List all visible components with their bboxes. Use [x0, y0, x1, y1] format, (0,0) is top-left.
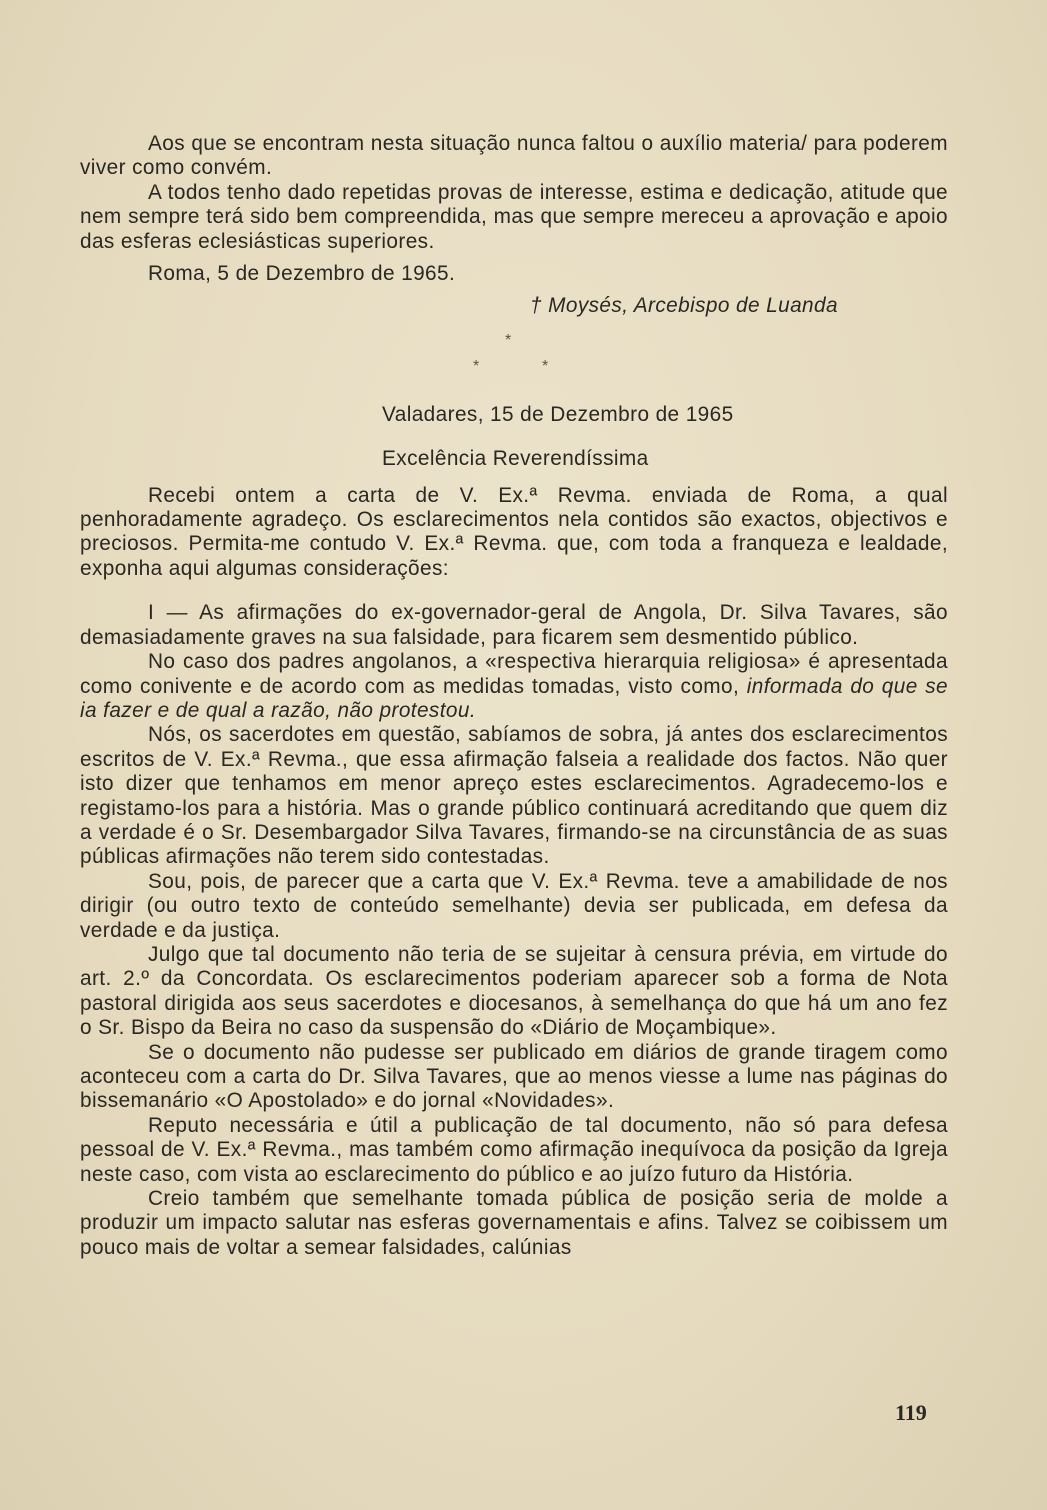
place-date-valadares: Valadares, 15 de Dezembro de 1965 [382, 402, 734, 426]
paragraph-angolan-priests-italic: informada do que se ia fazer e de qual a razão, não protestou. [80, 674, 948, 722]
page-text [80, 132, 948, 1260]
signature-moyses: † Moysés, Arcebispo de Luanda [530, 294, 838, 318]
page-number: 119 [895, 1400, 927, 1425]
asterisk-top: * [505, 331, 512, 349]
paragraph-material-help: Aos que se encontram nesta situação nunca faltou o auxílio materia/ para poderem viver como convém. [80, 132, 948, 180]
paragraph-newspapers: Se o documento não pudesse ser publicado em diários de grande tiragem como aconteceu com a carta do Dr. Silva Tavares, que ao menos viesse a lume nas páginas do bissemanário «O Apostolado» e do jornal «Novidades». [80, 1040, 948, 1113]
paragraph-dedication: A todos tenho dado repetidas provas de interesse, estima e dedicação, atitude que nem sempre terá sido bem compreendida, mas que sempre mereceu a aprovação e apoio das esferas eclesiásticas superiores. [80, 180, 948, 253]
paragraph-angolan-priests-text: No caso dos padres angolanos, a «respectiva hierarquia religiosa» é apresentada como conivente e de acordo com as medidas tomadas, visto como, [80, 650, 948, 698]
paragraph-point-one: I — As afirmações do ex-governador-geral de Angola, Dr. Silva Tavares, são demasiadamente graves na sua falsidade, para ficarem sem desmentido público. [80, 601, 948, 649]
asterisk-right: * [542, 357, 549, 375]
paragraph-publication-opinion: Sou, pois, de parecer que a carta que V. Ex.ª Revma. teve a amabilidade de nos dirigir (ou outro texto de conteúdo semelhante) devia ser publicada, em defesa da verdade e da justiça. [80, 869, 948, 942]
place-date-rome: Roma, 5 de Dezembro de 1965. [148, 262, 456, 286]
paragraph-priests-knew: Nós, os sacerdotes em questão, sabíamos de sobra, já antes dos esclarecimentos escritos de V. Ex.ª Revma., que essa afirmação falseia a realidade dos factos. Não quer isto dizer que tenhamos em menor apreço estes esclarecimentos. Agradecemo-los e registamo-los para a história. Mas o grande público continuará acreditando que quem diz a verdade é o Sr. Desembargador Silva Tavares, firmando-se na circunstância de as suas públicas afirmações não terem sido contestadas. [80, 723, 948, 869]
paragraph-angolan-priests [80, 650, 948, 723]
asterisk-left: * [473, 357, 480, 375]
salutation: Excelência Reverendíssima [382, 447, 649, 471]
paragraph-necessity: Reputo necessária e útil a publicação de tal documento, não só para defesa pessoal de V. Ex.ª Revma., mas também como afirmação inequívoca da posição da Igreja neste caso, com vista ao esclarecimento do público e ao juízo futuro da História. [80, 1113, 948, 1186]
paragraph-letter-intro: Recebi ontem a carta de V. Ex.ª Revma. enviada de Roma, a qual penhoradamente agradeço. Os esclarecimentos nela contidos são exactos, objectivos e preciosos. Permita-me contudo V. Ex.ª Revma. que, com toda a franqueza e lealdade, exponha aqui algumas considerações: [80, 483, 948, 580]
paragraph-impact: Creio também que semelhante tomada pública de posição seria de molde a produzir um impacto salutar nas esferas governamentais e afins. Talvez se coibissem um pouco mais de voltar a semear falsidades, calúnias [80, 1187, 948, 1259]
section-separator [80, 325, 948, 395]
paragraph-censorship: Julgo que tal documento não teria de se sujeitar à censura prévia, em virtude do art. 2.º da Concordata. Os esclarecimentos poderiam aparecer sob a forma de Nota pastoral dirigida aos seus sacerdotes e diocesanos, à semelhança do que há um ano fez o Sr. Bispo da Beira no caso da suspensão do «Diário de Moçambique». [80, 942, 948, 1040]
